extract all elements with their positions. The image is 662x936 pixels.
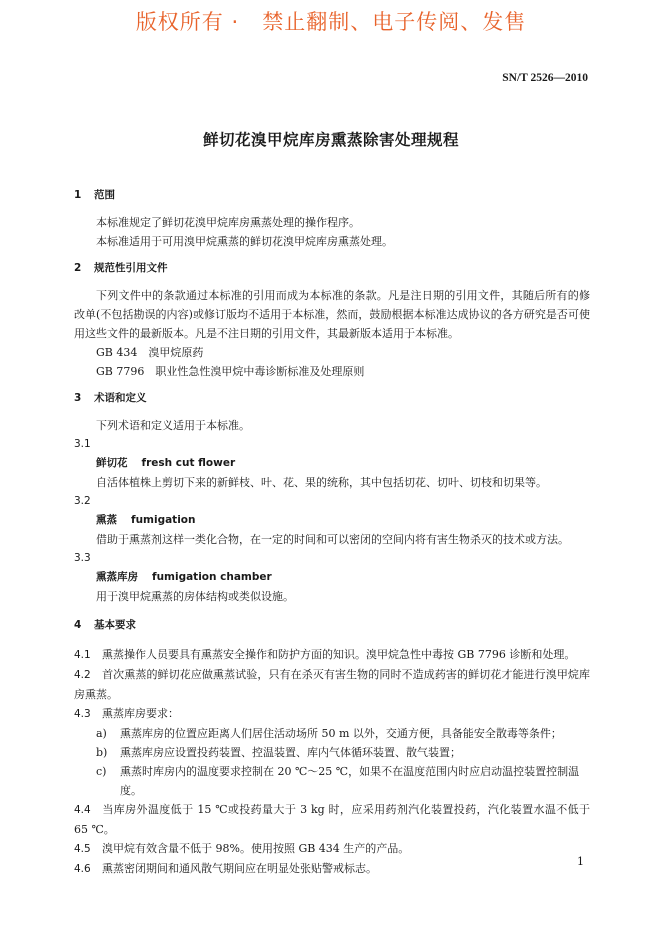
clause-text: 熏蒸操作人员要具有熏蒸安全操作和防护方面的知识。溴甲烷急性中毒按 GB 7796 诊断和处理。 bbox=[102, 648, 576, 661]
section-title: 范围 bbox=[94, 189, 115, 201]
clause-4-1 bbox=[74, 645, 590, 665]
document-body bbox=[74, 186, 590, 879]
section-3-heading bbox=[74, 389, 590, 408]
term-en: fresh cut flower bbox=[141, 457, 236, 469]
reference-item: GB 434 溴甲烷原药 bbox=[96, 346, 204, 359]
page-number: 1 bbox=[577, 855, 584, 868]
copyright-watermark: 版权所有 · 禁止翻制、电子传阅、发售 bbox=[135, 10, 527, 34]
section-number: 4 bbox=[74, 619, 82, 631]
clause-text: 溴甲烷有效含量不低于 98%。使用按照 GB 434 生产的产品。 bbox=[102, 842, 410, 855]
term-number: 3.2 bbox=[74, 495, 91, 507]
list-item-text: 熏蒸时库房内的温度要求控制在 20 ℃～25 ℃，如果不在温度范围内时应启动温控装置控制温度。 bbox=[120, 765, 580, 797]
section-title: 基本要求 bbox=[94, 619, 136, 631]
term-en: fumigation chamber bbox=[152, 571, 272, 583]
clause-4-3 bbox=[74, 704, 590, 724]
term-number: 3.3 bbox=[74, 552, 91, 564]
paragraph: 下列文件中的条款通过本标准的引用而成为本标准的条款。凡是注日期的引用文件，其随后所有的修改单(不包括勘误的内容)或修订版均不适用于本标准，然而，鼓励根据本标准达成协议的各方研究是否可使用这些文件的最新版本。凡是不注日期的引用文件，其最新版本适用于本标准。 bbox=[74, 289, 590, 340]
term-name bbox=[74, 454, 590, 473]
clause-text: 熏蒸库房要求： bbox=[102, 707, 179, 720]
clause-text: 熏蒸密闭期间和通风散气期间应在明显处张贴警戒标志。 bbox=[102, 862, 377, 875]
term-cn: 熏蒸 bbox=[96, 514, 117, 526]
clause-text: 首次熏蒸的鲜切花应做熏蒸试验，只有在杀灭有害生物的同时不造成药害的鲜切花才能进行溴甲烷库房熏蒸。 bbox=[74, 668, 590, 701]
term-definition: 借助于熏蒸剂这样一类化合物，在一定的时间和可以密闭的空间内将有害生物杀灭的技术或方法。 bbox=[96, 533, 569, 546]
clause-4-5 bbox=[74, 839, 590, 859]
section-number: 2 bbox=[74, 262, 82, 274]
list-item bbox=[74, 743, 590, 762]
list-item bbox=[74, 762, 590, 800]
list-marker: a) bbox=[96, 727, 107, 740]
section-number: 3 bbox=[74, 392, 82, 404]
term-definition: 自活体植株上剪切下来的新鲜枝、叶、花、果的统称，其中包括切花、切叶、切枝和切果等。 bbox=[96, 476, 547, 489]
section-2-heading bbox=[74, 259, 590, 278]
document-title: 鲜切花溴甲烷库房熏蒸除害处理规程 bbox=[202, 131, 459, 149]
clause-number: 4.3 bbox=[74, 708, 91, 720]
clause-number: 4.2 bbox=[74, 669, 91, 681]
reference-item: GB 7796 职业性急性溴甲烷中毒诊断标准及处理原则 bbox=[96, 365, 365, 378]
term-cn: 熏蒸库房 bbox=[96, 571, 138, 583]
term-en: fumigation bbox=[131, 514, 196, 526]
clause-4-6 bbox=[74, 859, 590, 879]
section-title: 术语和定义 bbox=[94, 392, 147, 404]
term-definition: 用于溴甲烷熏蒸的房体结构或类似设施。 bbox=[96, 590, 294, 603]
standard-code: SN/T 2526—2010 bbox=[502, 72, 588, 84]
list-marker: b) bbox=[96, 746, 108, 759]
clause-4-2 bbox=[74, 665, 590, 704]
section-number: 1 bbox=[74, 189, 82, 201]
term-number: 3.1 bbox=[74, 438, 91, 450]
clause-4-4 bbox=[74, 800, 590, 839]
clause-number: 4.6 bbox=[74, 863, 91, 875]
section-title: 规范性引用文件 bbox=[94, 262, 168, 274]
section-4-heading bbox=[74, 616, 590, 635]
clause-number: 4.5 bbox=[74, 843, 91, 855]
term-cn: 鲜切花 bbox=[96, 457, 128, 469]
list-marker: c) bbox=[96, 765, 107, 778]
clause-number: 4.4 bbox=[74, 804, 91, 816]
paragraph: 本标准适用于可用溴甲烷熏蒸的鲜切花溴甲烷库房熏蒸处理。 bbox=[96, 235, 393, 248]
term-name bbox=[74, 511, 590, 530]
clause-text: 当库房外温度低于 15 ℃或投药量大于 3 kg 时，应采用药剂汽化装置投药，汽化装置水温不低于 65 ℃。 bbox=[74, 803, 590, 836]
list-item-text: 熏蒸库房的位置应距离人们居住活动场所 50 m 以外，交通方便，具备能安全散毒等条件； bbox=[120, 727, 562, 740]
list-item-text: 熏蒸库房应设置投药装置、控温装置、库内气体循环装置、散气装置； bbox=[120, 746, 461, 759]
section-1-heading bbox=[74, 186, 590, 205]
list-item bbox=[74, 724, 590, 743]
clause-number: 4.1 bbox=[74, 649, 91, 661]
term-name bbox=[74, 568, 590, 587]
paragraph: 本标准规定了鲜切花溴甲烷库房熏蒸处理的操作程序。 bbox=[96, 216, 360, 229]
paragraph: 下列术语和定义适用于本标准。 bbox=[96, 419, 250, 432]
